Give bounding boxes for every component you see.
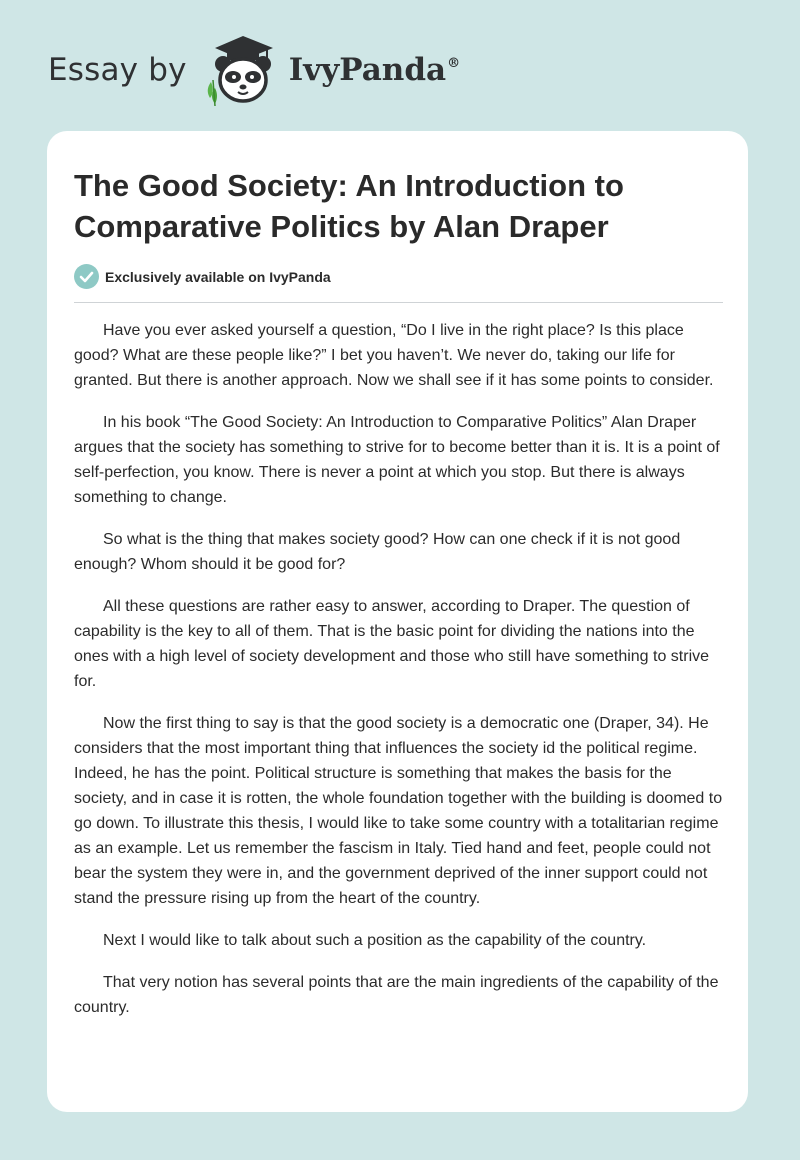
exclusive-badge bbox=[74, 264, 331, 289]
page-title: The Good Society: An Introduction to Comparative Politics by Alan Draper bbox=[74, 168, 624, 244]
paragraph: All these questions are rather easy to answer, according to Draper. The question of capability is the key to all of them. That is the basic point for dividing the nations into the ones with a high level of society development and those who still have something to strive for. bbox=[74, 598, 710, 690]
exclusive-badge-text: Exclusively available on IvyPanda bbox=[105, 268, 331, 285]
paragraph: So what is the thing that makes society good? How can one check if it is not good enough? Whom should it be good for? bbox=[74, 531, 681, 573]
paragraph: Now the first thing to say is that the good society is a democratic one (Draper, 34). He considers that the most important thing that influences the society id the political regime. Indeed, he has the point. Political structure is something that makes the basis for the society, and in case it is rotten, the whole foundation together with the building is doomed to go down. To illustrate this thesis, I would like to take some country with a totalitarian regime as an example. Let us remember the fascism in Italy. Tied hand and feet, people could not bear the system they were in, and the government deprived of the inner support could not stand the pressure rising up from the heart of the country. bbox=[74, 715, 723, 907]
paragraph: Have you ever asked yourself a question, “Do I live in the right place? Is this place good? What are these people like?” I bet you haven’t. We never do, taking our life for granted. But there is another approach. Now we shall see if it has some points to consider. bbox=[74, 322, 714, 389]
paragraph: Next I would like to talk about such a position as the capability of the country. bbox=[103, 932, 647, 949]
brand-name[interactable]: IvyPanda® bbox=[288, 52, 461, 88]
essay-card bbox=[47, 131, 748, 1112]
essay-by-label: Essay by bbox=[48, 52, 187, 88]
registered-mark: ® bbox=[447, 56, 461, 71]
panda-graduate-icon[interactable] bbox=[201, 32, 285, 108]
paragraph: In his book “The Good Society: An Introduction to Comparative Politics” Alan Draper argues that the society has something to strive for to become better than it is. It is a point of self-perfection, you know. There is never a point at which you stop. But there is always something to change. bbox=[74, 414, 720, 506]
paragraph: That very notion has several points that are the main ingredients of the capability of the country. bbox=[74, 974, 719, 1016]
check-circle-icon bbox=[74, 264, 99, 289]
essay-body bbox=[74, 318, 724, 1037]
divider bbox=[74, 302, 723, 303]
site-header bbox=[48, 30, 460, 110]
